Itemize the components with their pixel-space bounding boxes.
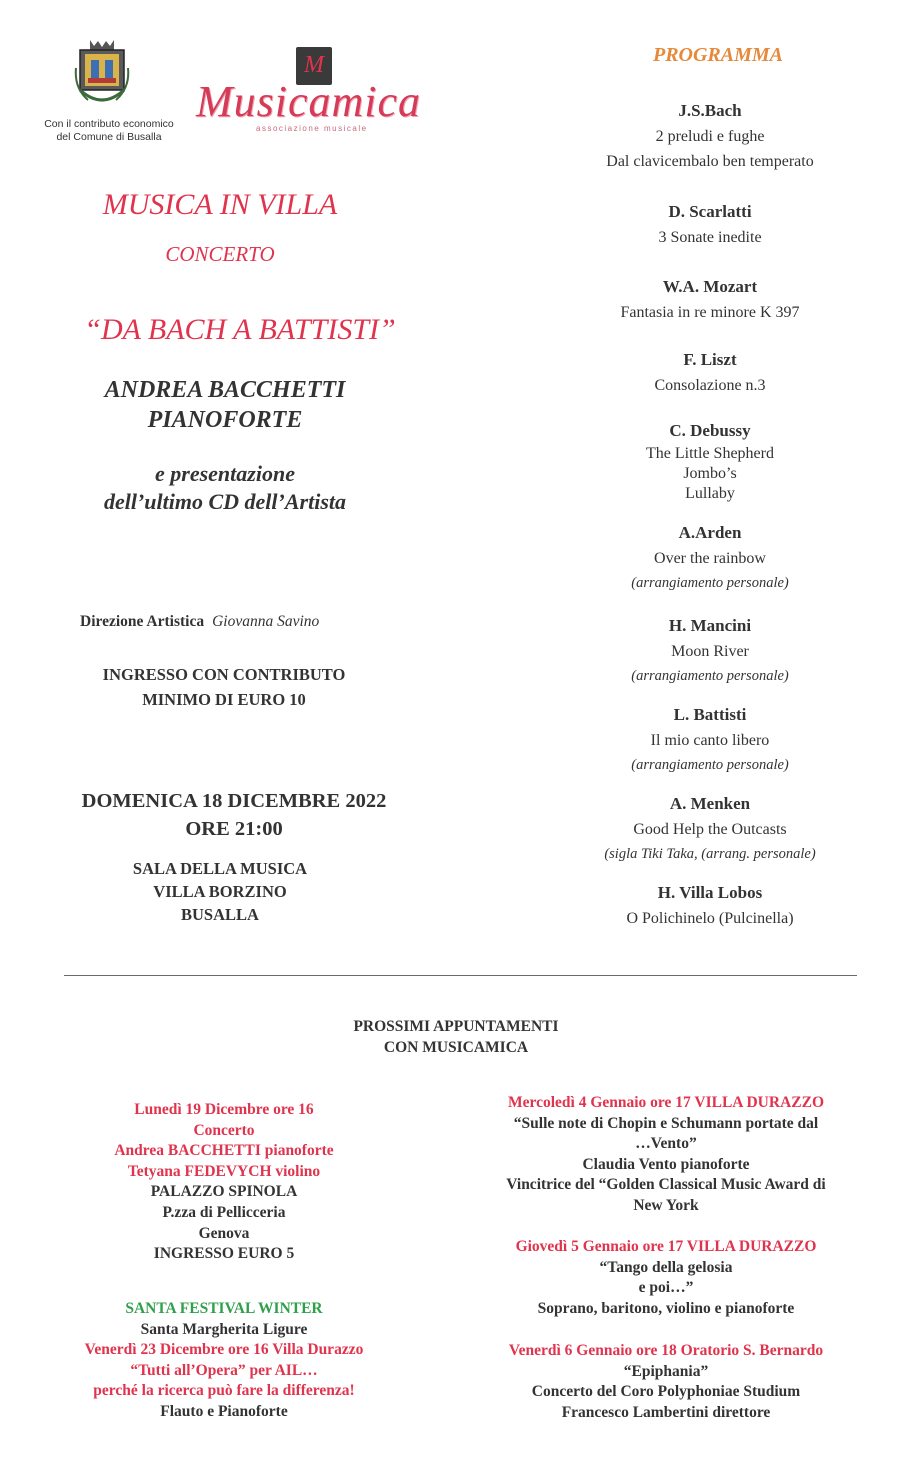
work-title: Dal clavicembalo ben temperato	[606, 153, 814, 170]
event-line: Lunedì 19 Dicembre ore 16	[134, 1101, 314, 1118]
work-title: Good Help the Outcasts	[633, 821, 787, 838]
event-line: Genova	[198, 1224, 250, 1242]
event-line: “Sulle note di Chopin e Schumann portate dal	[513, 1114, 819, 1132]
event-line: Giovedì 5 Gennaio ore 17 VILLA DURAZZO	[515, 1238, 817, 1255]
event-line: …Vento”	[635, 1135, 697, 1153]
event-datetime	[34, 787, 434, 843]
musicamica-logo: Musicamica	[196, 77, 422, 126]
crest-caption: Con il contributo economico del Comune di Busalla	[44, 118, 174, 143]
upcoming-event	[44, 1299, 404, 1423]
work-title: Consolazione n.3	[654, 377, 766, 394]
event-line: e poi…”	[638, 1279, 694, 1297]
event-title: MUSICA IN VILLA	[102, 188, 338, 221]
event-venue: SALA DELLA MUSICA VILLA BORZINO BUSALLA	[132, 859, 308, 924]
work-title: Fantasia in re minore K 397	[620, 304, 800, 321]
programma-title: PROGRAMMA	[652, 44, 784, 66]
work-title: 2 preludi e fughe	[655, 128, 765, 145]
event-line: Mercoledì 4 Gennaio ore 17 VILLA DURAZZO	[507, 1094, 825, 1111]
arrangement-note: (arrangiamento personale)	[631, 757, 789, 773]
divider	[64, 975, 857, 976]
event-line: Soprano, baritono, violino e pianoforte	[537, 1299, 795, 1317]
event-line: Concerto del Coro Polyphoniae Studium	[531, 1383, 801, 1401]
upcoming-event	[44, 1100, 404, 1265]
event-line: Venerdì 23 Dicembre ore 16 Villa Durazzo	[84, 1341, 364, 1359]
programma-item	[560, 418, 860, 504]
composer-name: F. Liszt	[683, 350, 737, 369]
event-line: “Tango della gelosia	[599, 1258, 733, 1276]
composer-name: H. Mancini	[668, 616, 752, 635]
event-subtitle: CONCERTO	[165, 242, 275, 266]
event-line: Vincitrice del “Golden Classical Music Award di	[506, 1176, 826, 1194]
event-line: Tetyana FEDEVYCH violino	[127, 1162, 321, 1180]
upcoming-event	[456, 1093, 876, 1217]
upcoming-event	[456, 1237, 876, 1319]
composer-name: L. Battisti	[673, 705, 747, 724]
event-line: P.zza di Pellicceria	[162, 1203, 286, 1221]
event-line: perché la ricerca può fare la differenza!	[93, 1382, 355, 1400]
programma-item	[560, 274, 860, 325]
programma-item	[560, 791, 860, 866]
programma-item	[560, 613, 860, 688]
programma-item	[560, 880, 860, 931]
event-line: PALAZZO SPINOLA	[150, 1183, 298, 1201]
work-title: Moon River	[671, 643, 749, 660]
prossimi-heading: PROSSIMI APPUNTAMENTI CON MUSICAMICA	[353, 1018, 559, 1056]
programma-item	[560, 702, 860, 777]
performer: ANDREA BACCHETTI PIANOFORTE	[104, 377, 346, 433]
composer-name: W.A. Mozart	[662, 277, 758, 296]
event-time: ORE 21:00	[185, 818, 283, 840]
event-line: Andrea BACCHETTI pianoforte	[114, 1142, 334, 1160]
programma-item	[560, 347, 860, 398]
programma-item	[560, 520, 860, 595]
arrangement-note: (arrangiamento personale)	[631, 668, 789, 684]
cd-presentation: e presentazione dell’ultimo CD dell’Artista	[103, 461, 346, 514]
event-date: DOMENICA 18 DICEMBRE 2022	[81, 790, 387, 812]
work-title: 3 Sonate inedite	[658, 229, 762, 246]
work-title: O Polichinelo (Pulcinella)	[626, 910, 794, 927]
arrangement-note: (sigla Tiki Taka, (arrang. personale)	[604, 846, 816, 862]
event-line: INGRESSO EURO 5	[153, 1245, 295, 1263]
work-title: Lullaby	[685, 485, 735, 502]
musicamica-logo-subtitle: associazione musicale	[256, 124, 368, 133]
arrangement-note: (arrangiamento personale)	[631, 575, 789, 591]
work-title: Il mio canto libero	[650, 732, 770, 749]
event-line: SANTA FESTIVAL WINTER	[125, 1300, 323, 1317]
composer-name: C. Debussy	[669, 421, 751, 440]
composer-name: A.Arden	[678, 523, 742, 542]
concert-title: “DA BACH A BATTISTI”	[84, 313, 396, 346]
work-title: Jombo’s	[683, 465, 737, 482]
artistic-direction: Direzione Artistica Giovanna Savino	[80, 613, 320, 630]
event-line: Flauto e Pianoforte	[160, 1402, 288, 1420]
event-line: Venerdì 6 Gennaio ore 18 Oratorio S. Bernardo	[508, 1342, 824, 1359]
event-line: “Tutti all’Opera” per AIL…	[130, 1361, 318, 1379]
programma-item	[560, 199, 860, 250]
logo-initial-badge: M	[296, 47, 332, 85]
event-line: Francesco Lambertini direttore	[561, 1403, 771, 1421]
upcoming-event	[456, 1341, 876, 1423]
composer-name: H. Villa Lobos	[657, 883, 763, 902]
entry-fee: INGRESSO CON CONTRIBUTO MINIMO DI EURO 10	[102, 665, 346, 709]
comune-crest-icon	[74, 38, 130, 108]
event-line: Concerto	[193, 1121, 255, 1139]
event-line: New York	[633, 1196, 699, 1214]
event-line: “Epiphania”	[623, 1362, 709, 1380]
composer-name: J.S.Bach	[678, 101, 742, 120]
composer-name: A. Menken	[669, 794, 751, 813]
event-line: Santa Margherita Ligure	[140, 1320, 308, 1338]
work-title: The Little Shepherd	[646, 445, 774, 462]
work-title: Over the rainbow	[654, 550, 766, 567]
composer-name: D. Scarlatti	[668, 202, 752, 221]
event-line: Claudia Vento pianoforte	[582, 1155, 750, 1173]
programma-item	[560, 98, 860, 174]
